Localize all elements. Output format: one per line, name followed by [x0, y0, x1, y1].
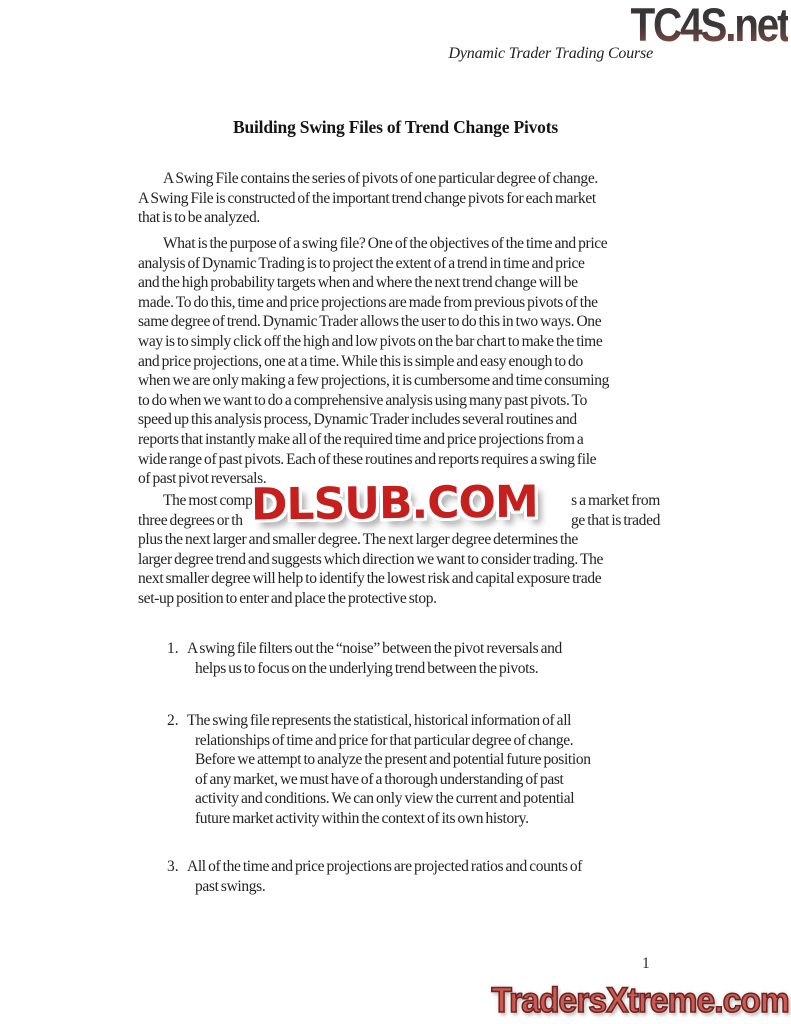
- list-item-number: 3.: [167, 858, 179, 875]
- obscured-line-right: ge that is traded: [570, 511, 660, 529]
- text-line: A Swing File is constructed of the important trend change pivots for each market: [138, 189, 596, 207]
- text-line: next smaller degree will help to identify the lowest risk and capital exposure trade: [138, 570, 602, 588]
- text-line: analysis of Dynamic Trading is to project the extent of a trend in time and price: [138, 254, 585, 272]
- course-subtitle: Dynamic Trader Trading Course: [448, 45, 653, 62]
- text-line: same degree of trend. Dynamic Trader allows the user to do this in two ways. One: [138, 313, 602, 331]
- text-line: activity and conditions. We can only view the current and potential: [195, 790, 575, 808]
- obscured-line-right: s a market from: [571, 492, 660, 509]
- text-line: that is to be analyzed.: [138, 209, 260, 227]
- list-item-text: [138, 857, 660, 896]
- obscured-line-left: The most comp: [163, 492, 253, 509]
- text-line: of past pivot reversals.: [138, 470, 267, 488]
- paragraph-1: [138, 169, 660, 228]
- page-title: Building Swing Files of Trend Change Pivots: [233, 117, 558, 137]
- list-item: [138, 711, 660, 829]
- text-line: All of the time and price projections are projected ratios and counts of: [187, 858, 583, 875]
- text-line: set-up position to enter and place the protective stop.: [138, 589, 437, 607]
- obscured-line-left: three degrees or th: [138, 511, 243, 529]
- text-line: past swings.: [195, 877, 266, 895]
- text-line: and price projections, one at a time. While this is simple and easy enough to do: [138, 352, 583, 370]
- text-line: when we are only making a few projections, it is cumbersome and time consuming: [138, 372, 610, 390]
- list-item-text: [138, 639, 660, 678]
- text-line: A Swing File contains the series of pivots of one particular degree of change.: [163, 170, 598, 187]
- text-line: plus the next larger and smaller degree. The next larger degree determines the: [138, 531, 578, 549]
- paragraph-2: [138, 234, 660, 489]
- text-line: to do when we want to do a comprehensive analysis using many past pivots. To: [138, 391, 587, 409]
- text-line: Before we attempt to analyze the present and potential future position: [195, 751, 591, 769]
- list-item: [138, 857, 660, 896]
- list-item-number: 2.: [167, 712, 179, 729]
- list-item-text: [138, 711, 660, 829]
- text-line: made. To do this, time and price projections are made from previous pivots of the: [138, 293, 598, 311]
- text-line: The swing file represents the statistical, historical information of all: [187, 712, 572, 729]
- dlsub-watermark: DLSUB.COM: [250, 476, 538, 531]
- text-line: and the high probability targets when and where the next trend change will be: [138, 274, 578, 292]
- text-line: relationships of time and price for that particular degree of change.: [195, 731, 574, 749]
- tc4s-logo: TC4S.net: [630, 0, 788, 51]
- text-line: helps us to focus on the underlying trend between the pivots.: [195, 659, 539, 677]
- tradersxtreme-logo: TradersXtreme.com: [491, 981, 789, 1020]
- text-line: larger degree trend and suggests which direction we want to consider trading. The: [138, 550, 604, 568]
- text-line: wide range of past pivots. Each of these routines and reports requires a swing file: [138, 450, 597, 468]
- text-line: speed up this analysis process, Dynamic Trader includes several routines and: [138, 411, 577, 429]
- text-line: reports that instantly make all of the required time and price projections from a: [138, 430, 584, 448]
- page-number: 1: [642, 955, 650, 972]
- text-line: of any market, we must have of a thorough understanding of past: [195, 770, 564, 788]
- text-line: future market activity within the context of its own history.: [195, 809, 529, 827]
- text-line: way is to simply click off the high and low pivots on the bar chart to make the time: [138, 332, 603, 350]
- paragraph-3-rest: [138, 530, 660, 608]
- text-line: A swing file filters out the “noise” between the pivot reversals and: [187, 640, 562, 657]
- list-item: [138, 639, 660, 678]
- text-line: What is the purpose of a swing file? One of the objectives of the time and price: [163, 235, 608, 252]
- list-item-number: 1.: [167, 640, 179, 657]
